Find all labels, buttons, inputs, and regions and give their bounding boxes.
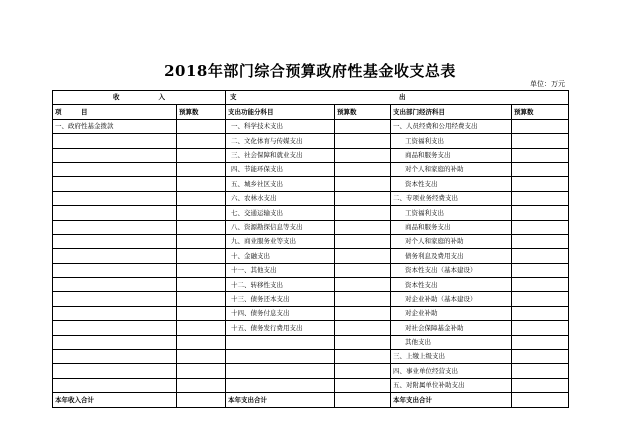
table-row [53,263,569,277]
economic-item-cell: 一、人员经费和公用经费支出 [391,119,512,133]
functional-budget-cell [335,177,391,191]
functional-budget-cell [335,321,391,335]
expense-header-right: 出 [399,93,406,102]
income-budget-cell [177,335,226,349]
economic-budget-cell [512,292,569,306]
economic-budget-cell [512,249,569,263]
table-row [53,119,569,133]
expense-section-header [226,91,569,105]
economic-budget-cell [512,306,569,320]
economic-item-cell: 五、对附属单位补助支出 [391,378,512,392]
income-item-cell [53,350,177,364]
income-item-cell [53,364,177,378]
table-row [53,335,569,349]
economic-item-cell: 工资福利支出 [391,134,512,148]
economic-item-cell: 工资福利支出 [391,206,512,220]
col-header-economic: 支出部门经济科目 [391,105,512,119]
table-row [53,249,569,263]
economic-budget-cell [512,278,569,292]
table-row [53,321,569,335]
economic-item-cell: 对社会保障基金补助 [391,321,512,335]
economic-item-cell: 商品和服务支出 [391,148,512,162]
table-row [53,148,569,162]
income-item-cell [53,249,177,263]
income-total-label: 本年收入合计 [53,393,177,407]
income-section-header: 收 入 [53,91,226,105]
economic-budget-cell [512,378,569,392]
table-row [53,278,569,292]
budget-table [52,90,569,408]
economic-item-cell: 资本性支出（基本建设） [391,263,512,277]
section-header-row [53,91,569,105]
income-item-cell [53,234,177,248]
income-budget-cell [177,134,226,148]
economic-item-cell: 三、上缴上级支出 [391,350,512,364]
functional-budget-cell [335,278,391,292]
functional-item-cell: 六、农林水支出 [226,191,335,205]
functional-budget-cell [335,234,391,248]
functional-item-cell: 八、资源勘探信息等支出 [226,220,335,234]
economic-item-cell: 对个人和家庭的补助 [391,234,512,248]
functional-item-cell: 一、科学技术支出 [226,119,335,133]
col-header-budget-income: 预算数 [177,105,226,119]
income-budget-cell [177,321,226,335]
functional-item-cell: 十五、债务发行费用支出 [226,321,335,335]
income-budget-cell [177,191,226,205]
income-item-cell [53,191,177,205]
functional-budget-cell [335,335,391,349]
economic-budget-cell [512,321,569,335]
income-item-cell [53,335,177,349]
economic-budget-cell [512,364,569,378]
functional-budget-cell [335,263,391,277]
economic-item-cell: 对企业补助 [391,306,512,320]
economic-item-cell: 二、专项业务经费支出 [391,191,512,205]
table-row [53,206,569,220]
table-row [53,378,569,392]
table-row [53,162,569,176]
income-item-cell [53,148,177,162]
income-item-cell [53,263,177,277]
income-budget-cell [177,278,226,292]
functional-item-cell: 十四、债务付息支出 [226,306,335,320]
unit-label: 单位：万元 [530,80,565,88]
functional-budget-cell [335,364,391,378]
col-header-budget-economic: 预算数 [512,105,569,119]
economic-total-label: 本年支出合计 [391,393,512,407]
functional-item-cell: 二、文化体育与传媒支出 [226,134,335,148]
functional-item-cell: 三、社会保障和就业支出 [226,148,335,162]
functional-budget-cell [335,148,391,162]
functional-budget-cell [335,134,391,148]
income-budget-cell [177,148,226,162]
income-item-cell [53,134,177,148]
functional-budget-cell [335,220,391,234]
income-budget-cell [177,119,226,133]
functional-total-value [335,393,391,407]
table-row [53,292,569,306]
table-row [53,220,569,234]
functional-budget-cell [335,162,391,176]
functional-item-cell [226,364,335,378]
income-budget-cell [177,220,226,234]
economic-item-cell: 债务利息及费用支出 [391,249,512,263]
table-row [53,234,569,248]
economic-item-cell: 对个人和家庭的补助 [391,162,512,176]
economic-budget-cell [512,177,569,191]
economic-item-cell: 四、事业单位经营支出 [391,364,512,378]
income-total-value [177,393,226,407]
functional-item-cell: 十三、债务还本支出 [226,292,335,306]
economic-item-cell: 资本性支出 [391,278,512,292]
functional-budget-cell [335,350,391,364]
column-header-row [53,105,569,119]
income-budget-cell [177,378,226,392]
economic-item-cell: 资本性支出 [391,177,512,191]
income-budget-cell [177,206,226,220]
economic-budget-cell [512,162,569,176]
table-row [53,191,569,205]
functional-item-cell [226,378,335,392]
functional-budget-cell [335,378,391,392]
income-item-cell [53,321,177,335]
table-row [53,350,569,364]
table-row [53,134,569,148]
economic-budget-cell [512,220,569,234]
income-item-cell [53,292,177,306]
functional-budget-cell [335,249,391,263]
income-budget-cell [177,177,226,191]
income-item-cell: 一、政府性基金拨款 [53,119,177,133]
economic-item-cell: 其他支出 [391,335,512,349]
col-header-budget-functional: 预算数 [335,105,391,119]
table-row [53,364,569,378]
functional-item-cell: 十二、转移性支出 [226,278,335,292]
functional-budget-cell [335,191,391,205]
table-row [53,306,569,320]
income-budget-cell [177,249,226,263]
functional-budget-cell [335,206,391,220]
economic-budget-cell [512,263,569,277]
economic-budget-cell [512,350,569,364]
income-budget-cell [177,234,226,248]
col-header-item: 项 目 [53,105,177,119]
income-item-cell [53,162,177,176]
functional-item-cell: 五、城乡社区支出 [226,177,335,191]
income-item-cell [53,278,177,292]
income-budget-cell [177,350,226,364]
economic-budget-cell [512,134,569,148]
economic-budget-cell [512,148,569,162]
economic-budget-cell [512,119,569,133]
economic-item-cell: 商品和服务支出 [391,220,512,234]
economic-budget-cell [512,191,569,205]
income-item-cell [53,378,177,392]
income-item-cell [53,177,177,191]
economic-item-cell: 对企业补助（基本建设） [391,292,512,306]
income-budget-cell [177,364,226,378]
col-header-functional: 支出功能分科目 [226,105,335,119]
economic-total-value [512,393,569,407]
functional-budget-cell [335,292,391,306]
income-budget-cell [177,263,226,277]
functional-item-cell: 十、金融支出 [226,249,335,263]
page-title: 2018年部门综合预算政府性基金收支总表 [164,62,456,80]
functional-item-cell: 七、交通运输支出 [226,206,335,220]
income-item-cell [53,306,177,320]
functional-item-cell: 十一、其他支出 [226,263,335,277]
expense-header-left: 支 [230,93,237,102]
functional-item-cell: 四、节能环保支出 [226,162,335,176]
functional-item-cell: 九、商业服务业等支出 [226,234,335,248]
functional-budget-cell [335,306,391,320]
functional-item-cell [226,350,335,364]
functional-total-label: 本年支出合计 [226,393,335,407]
income-budget-cell [177,292,226,306]
functional-item-cell [226,335,335,349]
income-budget-cell [177,162,226,176]
table-row [53,177,569,191]
income-item-cell [53,220,177,234]
income-budget-cell [177,306,226,320]
functional-budget-cell [335,119,391,133]
economic-budget-cell [512,335,569,349]
income-item-cell [53,206,177,220]
economic-budget-cell [512,206,569,220]
totals-row [53,393,569,407]
economic-budget-cell [512,234,569,248]
